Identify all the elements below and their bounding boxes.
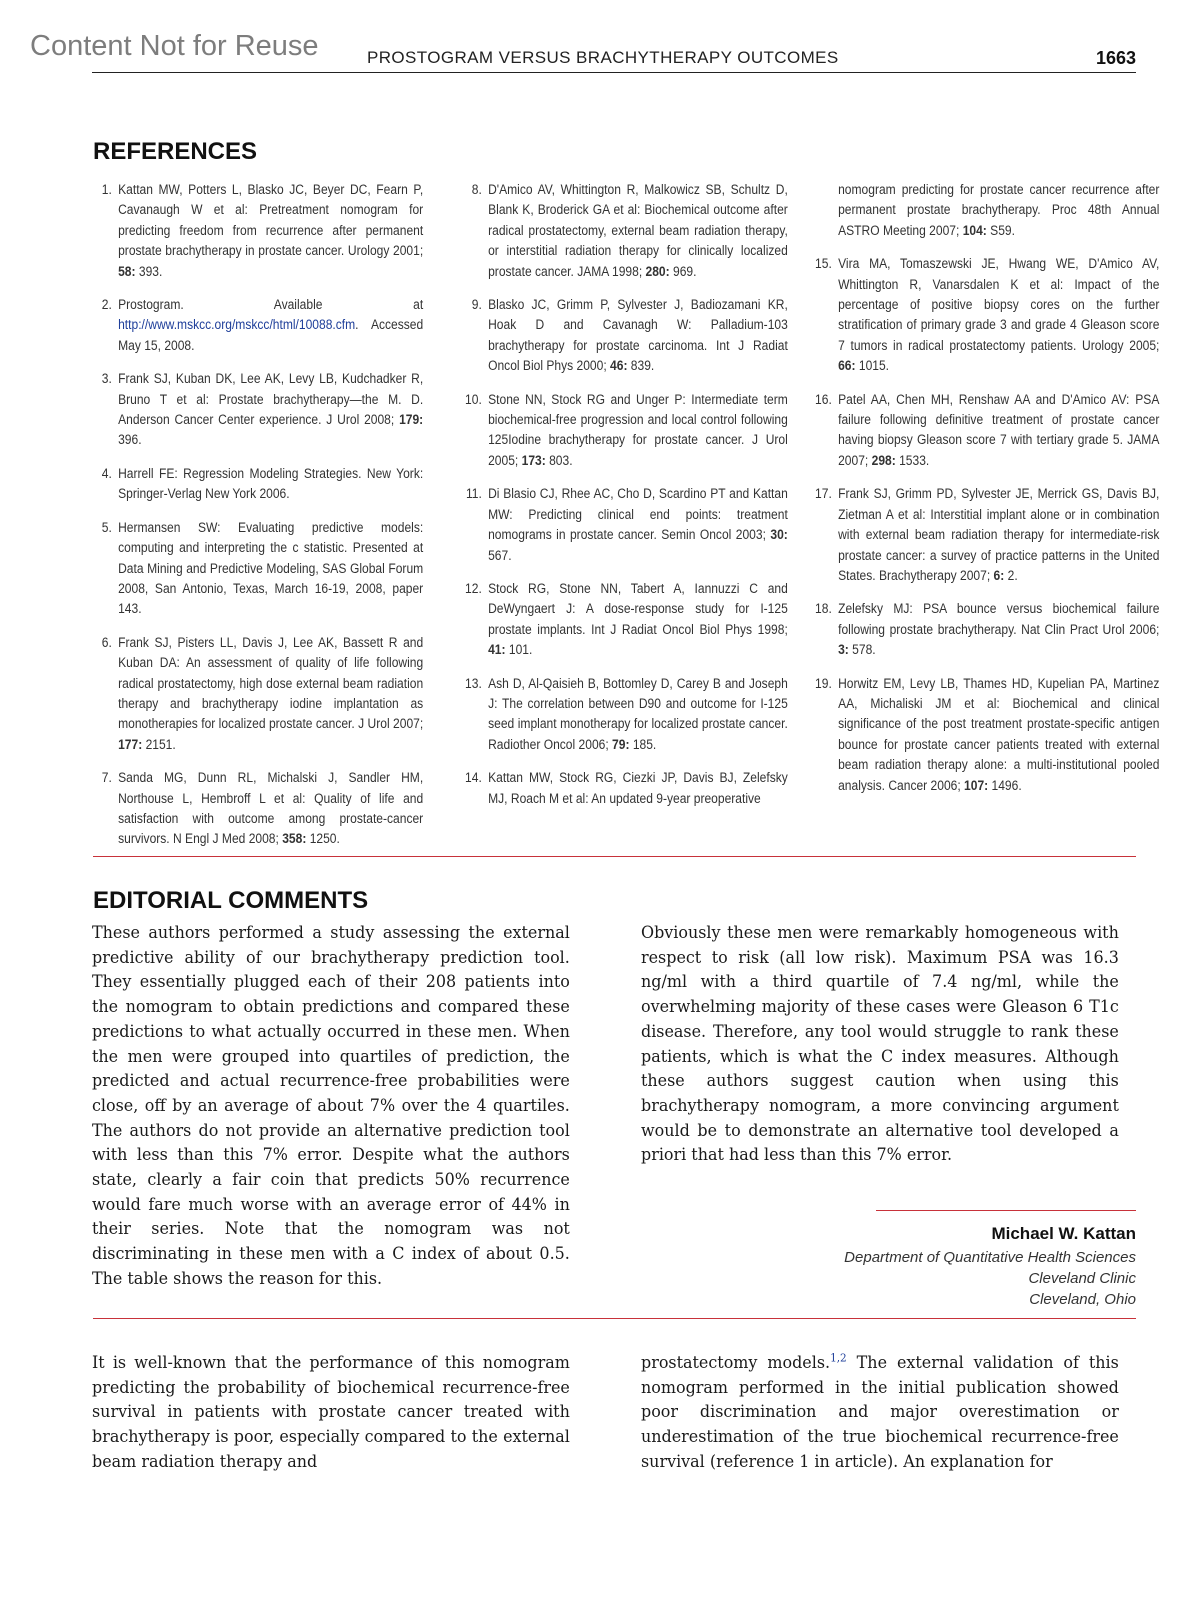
reference-item — [462, 484, 788, 566]
reference-text: Prostogram. Available at — [118, 297, 424, 313]
reference-text: D'Amico AV, Whittington R, Malkowicz SB, Schultz D, Blank K, Broderick GA et al: Biochemical outcome after radical prostatectomy, external beam radiation therapy, or interstitial radiation therapy for clinically localized prostate cancer. JAMA 1998; — [488, 182, 788, 279]
reference-pages: 1015. — [855, 358, 890, 374]
reference-pages: 578. — [848, 642, 876, 658]
editorial-comments-heading: EDITORIAL COMMENTS — [93, 887, 369, 914]
reference-pages: 2. — [1004, 567, 1018, 583]
reference-pages: 396. — [118, 432, 142, 448]
comment-2-left-column: It is well-known that the performance of this nomogram predicting the probability of biochemical recurrence-free survival in patients with prostate cancer treated with brachytherapy is poor, especially compared to the external beam radiation therapy and — [92, 1352, 570, 1471]
reference-item — [812, 254, 1159, 376]
comment-2-right-column: prostatectomy models.$^{1,2}$ The external validation of this nomogram performed in the initial publication showed poor discrimination and major overestimation or underestimation of the true biochemical recurrence-free survival (reference 1 in article). An explanation for — [641, 1351, 1119, 1471]
reference-text: Kattan MW, Stock RG, Ciezki JP, Davis BJ, Zelefsky MJ, Roach M et al: An updated 9-year preoperative — [488, 770, 788, 806]
reference-volume: 79: — [612, 736, 630, 752]
reference-number: 18. — [815, 601, 832, 617]
comment-signature — [696, 1210, 1136, 1310]
citation-superscript[interactable]: 1,2 — [830, 1351, 847, 1365]
comment-1-left-column: These authors performed a study assessing the external predictive ability of our brachytherapy prediction tool. They essentially plugged each of their 208 patients into the nomogram to obtain predictions and compared these predictions to what actually occurred in these men. When the men were grouped into quartiles of prediction, the predicted and actual recurrence-free probabilities were close, off by an average of about 7% over the 4 quartiles. The authors do not provide an alternative prediction tool with less than this 7% error. Despite what the authors state, clearly a fair coin that predicts 50% recurrence would fare much worse with an average error of 44% in their series. Note that the nomogram was not discriminating in these men with a C index of about 0.5. The table shows the reason for this. — [92, 922, 570, 1288]
reference-item — [812, 390, 1159, 472]
running-title: PROSTOGRAM VERSUS BRACHYTHERAPY OUTCOMES — [367, 48, 839, 67]
reference-number: 13. — [465, 675, 482, 691]
reference-number: 5. — [101, 519, 112, 535]
reference-number: 2. — [101, 297, 112, 313]
reference-number: 17. — [815, 486, 832, 502]
reference-item — [812, 484, 1159, 586]
reference-number: 4. — [101, 465, 112, 481]
reference-item — [92, 633, 423, 755]
reference-item — [812, 599, 1159, 660]
reference-text: Hermansen SW: Evaluating predictive models: computing and interpreting the c statistic. Presented at Data Mining and Predictive Modeling, SAS Global Forum 2008, San Antonio, Texas, March 16-19, 2008, paper 143. — [118, 519, 424, 617]
reference-item — [462, 768, 788, 809]
reference-text: Frank SJ, Grimm PD, Sylvester JE, Merrick GS, Davis BJ, Zietman A et al: Interstitial implant alone or in combination with external beam radiation therapy for intermediate-risk prostate cancer: a survey of practice patterns in the United States. Brachytherapy 2007; — [838, 486, 1160, 583]
reference-item — [462, 390, 788, 472]
reference-14-continuation: nomogram predicting for prostate cancer recurrence after permanent prostate brachytherapy. Proc 48th Annual ASTRO Meeting 2007; 104: S59. — [838, 182, 1160, 238]
reference-number: 14. — [465, 770, 482, 786]
reference-pages: 101. — [505, 642, 533, 658]
reference-item — [812, 674, 1159, 796]
reference-number: 19. — [815, 675, 832, 691]
reference-volume: 30: — [770, 527, 788, 543]
reference-pages: 2151. — [142, 736, 176, 752]
reference-item — [92, 369, 423, 451]
reference-number: 10. — [465, 391, 482, 407]
reference-volume: 298: — [871, 452, 896, 468]
reference-pages: 1496. — [988, 777, 1022, 793]
page-number: 1663 — [1095, 48, 1136, 68]
references-column-2 — [462, 180, 788, 822]
reference-number: 3. — [101, 371, 112, 387]
reference-text: Stock RG, Stone NN, Tabert A, Iannuzzi C and DeWyngaert J: A dose-response study for I-125 prostate implants. Int J Radiat Oncol Biol Phys 1998; — [488, 580, 788, 637]
comment-divider — [93, 1318, 1136, 1319]
reference-volume: 179: — [399, 412, 424, 428]
reference-item — [92, 295, 423, 356]
reference-volume: 280: — [645, 263, 670, 279]
reference-volume: 173: — [521, 452, 546, 468]
reference-item — [462, 579, 788, 661]
references-column-3 — [812, 180, 1159, 809]
reference-pages: 567. — [488, 547, 512, 563]
reference-pages: 1250. — [306, 831, 340, 847]
reference-text: Vira MA, Tomaszewski JE, Hwang WE, D'Amico AV, Whittington R, Vanarsdalen K et al: Impact of the percentage of positive biopsy cores on the further stratification of primary grade 3 and grade 4 Gleason score 7 tumors in radical prostatectomy patients. Urology 2005; — [838, 256, 1160, 353]
reference-text: Frank SJ, Pisters LL, Davis J, Lee AK, Bassett R and Kuban DA: An assessment of quality of life following radical prostatectomy, high dose external beam radiation therapy and brachytherapy iodine implantation as monotherapies for localized prostate cancer. J Urol 2007; — [118, 634, 424, 732]
reference-pages: 803. — [545, 452, 573, 468]
reference-pages: 393. — [135, 263, 163, 279]
reference-text: Harrell FE: Regression Modeling Strategies. New York: Springer-Verlag New York 2006. — [118, 465, 424, 502]
reference-pages: 1533. — [895, 452, 930, 468]
reference-text: Ash D, Al-Qaisieh B, Bottomley D, Carey B and Joseph J: The correlation between D90 and outcome for I-125 seed implant monotherapy for localized prostate cancer. Radiother Oncol 2006; — [488, 675, 788, 752]
reference-item — [92, 518, 423, 620]
watermark: Content Not for Reuse — [30, 30, 319, 62]
author-affiliation-location: Cleveland, Ohio — [1029, 1291, 1136, 1308]
references-column-1 — [92, 180, 423, 863]
reference-text: Horwitz EM, Levy LB, Thames HD, Kupelian PA, Martinez AA, Michaliski JM et al: Biochemical and clinical significance of the post treatment prostate-specific antigen bounce for prostate cancer patients treated with external beam radiation therapy alone: a multi-institutional pooled analysis. Cancer 2006; — [838, 675, 1160, 793]
reference-item — [92, 180, 423, 282]
reference-volume: 107: — [964, 777, 989, 793]
reference-item — [92, 464, 423, 505]
reference-text: Blasko JC, Grimm P, Sylvester J, Badiozamani KR, Hoak D and Cavanagh W: Palladium-103 brachytherapy for prostate carcinoma. Int J Radiat Oncol Biol Phys 2000; — [488, 297, 788, 374]
reference-number: 6. — [101, 634, 112, 650]
reference-item — [462, 180, 788, 282]
reference-text: Di Blasio CJ, Rhee AC, Cho D, Scardino PT and Kattan MW: Predicting clinical end points: treatment nomograms in prostate cancer. Semin Oncol 2003; — [488, 486, 788, 543]
author-affiliation-institution: Cleveland Clinic — [1028, 1270, 1136, 1287]
reference-volume: 58: — [118, 263, 136, 279]
comment-1-right-column: Obviously these men were remarkably homogeneous with respect to risk (all low risk). Maximum PSA was 16.3 ng/ml with a third quartile of 7.4 ng/ml, while the overwhelming majority of these cases were Gleason 6 T1c disease. Therefore, any tool would struggle to rank these patients, which is what the C index measures. Although these authors suggest caution when using this brachytherapy nomogram, a more convincing argument would be to demonstrate an alternative tool developed a priori that had less than this 7% error. — [641, 922, 1119, 1165]
reference-number: 11. — [465, 486, 482, 502]
reference-volume: 46: — [610, 358, 628, 374]
reference-pages: 969. — [669, 263, 697, 279]
signature-rule — [876, 1210, 1136, 1211]
reference-text: Sanda MG, Dunn RL, Michalski J, Sandler HM, Northouse L, Hembroff L et al: Quality of life and satisfaction with outcome among prostate-cancer survivors. N Engl J Med 2008; — [118, 770, 424, 847]
reference-volume: 41: — [488, 642, 506, 658]
author-affiliation-department: Department of Quantitative Health Sciences — [844, 1249, 1136, 1266]
reference-item — [462, 295, 788, 377]
reference-volume: 177: — [118, 736, 143, 752]
references-heading: REFERENCES — [93, 138, 258, 165]
reference-item — [92, 768, 423, 850]
reference-number: 15. — [815, 256, 832, 272]
reference-pages: 839. — [627, 358, 655, 374]
reference-volume: 358: — [282, 831, 307, 847]
reference-volume: 6: — [993, 567, 1005, 583]
reference-text: Kattan MW, Potters L, Blasko JC, Beyer DC, Fearn P, Cavanaugh W et al: Pretreatment nomogram for predicting freedom from recurrence after permanent prostate brachytherapy in prostate cancer. Urology 2001; — [118, 182, 424, 259]
reference-number: 12. — [465, 580, 482, 596]
reference-number: 9. — [471, 297, 482, 313]
reference-volume: 66: — [838, 358, 856, 374]
reference-item — [462, 674, 788, 756]
author-name: Michael W. Kattan — [991, 1224, 1136, 1243]
reference-text: Frank SJ, Kuban DK, Lee AK, Levy LB, Kudchadker R, Bruno T et al: Prostate brachytherapy—the M. D. Anderson Cancer Center experience. J Urol 2008; — [118, 371, 424, 428]
reference-text-after: . Accessed May 15, 2008. — [118, 317, 424, 353]
header-rule — [92, 72, 1136, 73]
reference-number: 8. — [471, 182, 482, 197]
reference-number: 7. — [101, 770, 112, 786]
reference-link[interactable]: http://www.mskcc.org/mskcc/html/10088.cfm — [118, 317, 356, 333]
reference-text: Patel AA, Chen MH, Renshaw AA and D'Amico AV: PSA failure following definitive treatment of prostate cancer having biopsy Gleason score 7 with tertiary grade 5. JAMA 2007; — [838, 391, 1160, 468]
section-divider — [93, 856, 1136, 857]
reference-text: Stone NN, Stock RG and Unger P: Intermediate term biochemical-free progression and local control following 125Iodine brachytherapy for prostate cancer. J Urol 2005; — [488, 391, 788, 468]
reference-number: 1. — [101, 182, 112, 197]
reference-number: 16. — [815, 391, 832, 407]
reference-volume: 3: — [838, 642, 849, 658]
reference-text: Zelefsky MJ: PSA bounce versus biochemical failure following prostate brachytherapy. Nat Clin Pract Urol 2006; — [838, 601, 1160, 637]
reference-pages: 185. — [629, 736, 657, 752]
